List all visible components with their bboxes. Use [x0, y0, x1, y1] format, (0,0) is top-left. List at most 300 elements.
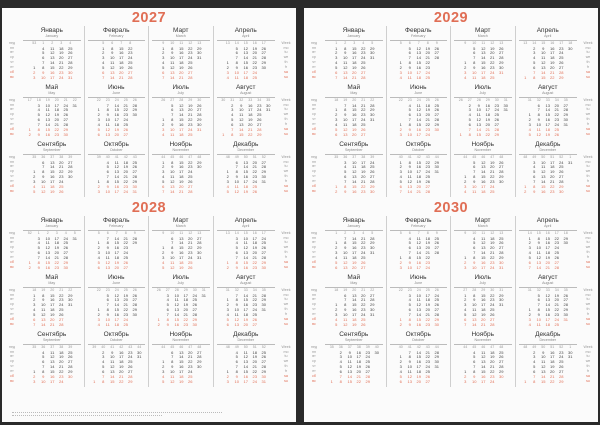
day-cell: 16	[45, 264, 50, 270]
day-cell: 12	[170, 264, 175, 270]
day-cell: 26	[499, 159, 504, 165]
weekday-label: we	[585, 112, 591, 117]
day-cell: 17	[485, 107, 490, 113]
day-cell: 6	[226, 321, 229, 327]
day-cell: 21	[123, 102, 128, 108]
day-cell: 4	[97, 122, 100, 128]
day-cell: 1	[399, 317, 402, 322]
month-june	[387, 83, 452, 140]
day-cell: 3	[339, 354, 342, 360]
day-cell: 4	[533, 164, 536, 170]
day-cell: 10	[41, 74, 46, 80]
month-october	[387, 140, 452, 197]
weekday-label: tu	[284, 50, 288, 55]
week-number: 28	[179, 97, 184, 102]
day-cell: 13	[50, 159, 55, 165]
weekday-label: вт	[312, 240, 316, 245]
day-cell: 16	[114, 184, 119, 189]
weekday-label: пн	[312, 102, 316, 107]
day-cell: 23	[59, 174, 64, 180]
month-name: Март	[172, 27, 189, 34]
day-cell: 5	[399, 374, 402, 379]
day-cell: 20	[188, 349, 193, 355]
day-cell: 31	[72, 102, 77, 108]
day-cell: 17	[545, 122, 550, 128]
day-cell: 27	[563, 102, 568, 108]
day-cell: 31	[197, 255, 202, 261]
weekday-label: пн	[312, 349, 316, 354]
week-number: 48	[523, 344, 528, 349]
month-name: Апрель	[536, 217, 559, 224]
day-cell: 3	[399, 264, 402, 270]
day-cell: 29	[257, 131, 262, 137]
weekday-axis	[580, 83, 596, 140]
day-cell: 21	[361, 102, 366, 108]
day-cell: 1	[464, 174, 467, 180]
day-cell: 7	[42, 60, 45, 66]
day-cell: 22	[123, 240, 128, 246]
day-cell: 14	[541, 374, 546, 379]
week-number: 14	[527, 230, 532, 235]
day-cell: 10	[472, 378, 477, 384]
day-cell: 8	[408, 317, 411, 322]
day-cell: 26	[554, 255, 559, 261]
day-cell: 15	[481, 369, 486, 375]
day-cell: 14	[352, 297, 357, 303]
day-cell: 17	[550, 354, 555, 360]
day-cell: 9	[348, 349, 351, 355]
day-cell: 28	[434, 312, 439, 318]
day-cell: 11	[41, 184, 46, 189]
weekday-label: ср	[10, 302, 14, 307]
day-cell: 22	[54, 127, 59, 132]
day-cell: 28	[128, 74, 133, 80]
weekday-label: сб	[312, 127, 316, 131]
day-cell: 13	[407, 184, 412, 189]
day-cell: 28	[132, 174, 137, 180]
weekday-label: su	[284, 188, 288, 193]
day-cell: 14	[114, 235, 119, 241]
footnote-line	[12, 415, 162, 417]
day-cell: 11	[243, 349, 248, 355]
day-cell: 31	[568, 159, 573, 165]
day-cell: 24	[361, 250, 366, 256]
week-number: 29	[481, 287, 486, 292]
day-cell: 8	[231, 131, 234, 137]
day-cell: 27	[132, 169, 137, 175]
day-cell: 13	[243, 159, 248, 165]
day-cell: 17	[179, 55, 184, 61]
day-cell: 20	[425, 50, 430, 56]
day-cell: 20	[361, 174, 366, 180]
day-cell: 28	[59, 321, 64, 327]
day-cell: 23	[490, 297, 495, 303]
day-cell: 10	[472, 264, 477, 270]
day-cell: 1	[399, 354, 402, 360]
day-cell: 1	[222, 131, 225, 137]
day-cell: 19	[425, 240, 430, 246]
day-cell: 16	[352, 307, 357, 313]
day-cell: 20	[425, 307, 430, 313]
day-cell: 24	[370, 159, 375, 165]
day-cell: 13	[343, 264, 348, 270]
day-cell: 3	[464, 378, 467, 384]
day-cell: 28	[370, 297, 375, 303]
weekday-axis	[580, 330, 596, 387]
day-cell: 23	[123, 245, 128, 251]
day-cell: 23	[361, 245, 366, 251]
weekday-axis	[306, 140, 322, 197]
day-cell: 18	[545, 250, 550, 256]
weekday-label: пт	[312, 369, 316, 374]
month-name-en: December	[539, 338, 557, 342]
day-cell: 14	[239, 127, 244, 132]
day-cell: 28	[434, 349, 439, 355]
day-cell: 8	[235, 60, 238, 66]
day-cell: 22	[248, 131, 253, 137]
day-cell: 25	[365, 359, 370, 365]
day-cell: 6	[335, 131, 338, 137]
day-cell: 3	[235, 235, 238, 241]
day-cell: 6	[162, 184, 165, 189]
day-cell: 7	[344, 179, 347, 185]
day-cell: 25	[59, 184, 64, 189]
day-cell: 27	[361, 70, 366, 75]
day-cell: 7	[537, 107, 540, 113]
day-cell: 9	[42, 297, 45, 303]
month-name: Декабрь	[535, 331, 561, 338]
day-cell: 27	[63, 250, 68, 256]
day-cell: 28	[192, 312, 197, 318]
day-cell: 23	[559, 45, 564, 51]
week-number: 17	[261, 40, 266, 45]
day-cell: 20	[550, 369, 555, 375]
day-cell: 30	[434, 127, 439, 132]
day-cell: 14	[243, 292, 248, 298]
month-name-en: August	[542, 91, 554, 95]
day-cell: 3	[166, 292, 169, 298]
day-cell: 30	[499, 179, 504, 185]
weekday-label: th	[586, 117, 590, 122]
day-cell: 22	[188, 159, 193, 165]
day-cell: 20	[59, 359, 64, 365]
month-name: Ноябрь	[471, 141, 495, 148]
week-number: 39	[370, 154, 375, 159]
week-number: 35	[32, 154, 37, 159]
week-number: 26	[434, 97, 439, 102]
day-cell: 2	[335, 188, 338, 194]
day-cell: 25	[132, 159, 137, 165]
day-cell: 10	[343, 312, 348, 318]
month-name: Сентябрь	[37, 331, 67, 338]
day-cell: 1	[162, 45, 165, 51]
weekday-label: пт	[312, 65, 316, 70]
month-name-en: October	[109, 338, 123, 342]
year-calendar-grid	[310, 26, 593, 196]
month-name: Октябрь	[405, 331, 431, 338]
day-cell: 5	[106, 292, 109, 298]
day-cell: 22	[54, 260, 59, 265]
day-cell: 24	[59, 378, 64, 384]
day-cell: 2	[97, 184, 100, 189]
day-cell: 31	[137, 354, 142, 360]
day-cell: 27	[370, 292, 375, 298]
day-cell: 26	[499, 45, 504, 51]
day-cell: 19	[352, 127, 357, 132]
day-cell: 16	[119, 349, 124, 355]
day-cell: 21	[490, 250, 495, 256]
weekday-label: we	[585, 169, 591, 174]
day-cell: 27	[434, 50, 439, 56]
week-number: 21	[361, 287, 366, 292]
day-cell: 24	[252, 307, 257, 313]
week-number: 16	[550, 40, 555, 45]
day-cell: 29	[197, 45, 202, 51]
week-number: 32	[234, 287, 239, 292]
day-cell: 7	[408, 117, 411, 123]
day-cell: 22	[425, 354, 430, 360]
day-cell: 17	[481, 302, 486, 308]
day-cell: 17	[114, 117, 119, 123]
week-number: 40	[398, 154, 403, 159]
weekday-label: чт	[312, 250, 316, 255]
day-cell: 3	[335, 117, 338, 123]
weekday-label: mo	[585, 349, 591, 354]
day-cell: 26	[257, 117, 262, 123]
weekday-label: сб	[10, 260, 14, 264]
day-cell: 30	[68, 297, 73, 303]
day-cell: 30	[192, 321, 197, 327]
day-cell: 15	[243, 369, 248, 375]
day-cell: 13	[545, 297, 550, 303]
day-cell: 19	[179, 378, 184, 384]
day-cell: 31	[197, 127, 202, 132]
day-cell: 1	[162, 117, 165, 123]
month-august	[516, 273, 581, 330]
day-cell: 2	[33, 297, 36, 303]
day-cell: 16	[416, 321, 421, 327]
day-cell: 13	[347, 369, 352, 375]
day-cell: 9	[171, 364, 174, 370]
day-cell: 7	[473, 169, 476, 175]
weekday-label: tu	[586, 164, 590, 169]
day-cell: 6	[235, 250, 238, 256]
day-cell: 5	[231, 117, 234, 123]
day-cell: 8	[235, 369, 238, 375]
day-cell: 25	[257, 112, 262, 118]
weekday-label: sa	[586, 70, 590, 74]
month-name-en: September	[344, 148, 363, 152]
day-cell: 8	[171, 359, 174, 365]
day-cell: 27	[499, 50, 504, 56]
day-cell: 29	[370, 184, 375, 189]
month-name: Август	[537, 84, 558, 91]
week-number: 12	[188, 230, 193, 235]
weekday-label: пт	[312, 255, 316, 260]
day-cell: 2	[97, 312, 100, 318]
week-number: 14	[532, 40, 537, 45]
day-cell: 23	[490, 179, 495, 185]
weekday-label: fr	[586, 312, 590, 317]
day-cell: 22	[252, 260, 257, 265]
week-number: 9	[435, 230, 438, 235]
day-cell: 30	[374, 349, 379, 355]
day-cell: 7	[339, 374, 342, 379]
day-cell: 2	[464, 179, 467, 185]
day-cell: 1	[464, 292, 467, 298]
weekday-label: сб	[312, 317, 316, 321]
day-cell: 21	[248, 127, 253, 132]
week-number: 33	[545, 287, 550, 292]
month-june	[85, 273, 150, 330]
day-cell: 22	[361, 240, 366, 246]
day-cell: 30	[261, 264, 266, 270]
weekday-axis	[278, 83, 294, 140]
day-cell: 17	[416, 169, 421, 175]
day-cell: 1	[399, 255, 402, 261]
day-cell: 17	[416, 264, 421, 270]
day-cell: 9	[171, 50, 174, 56]
weekday-label: вт	[312, 50, 316, 55]
week-number: 7	[417, 40, 420, 45]
week-number: 12	[490, 230, 495, 235]
day-cell: 15	[50, 292, 55, 298]
day-cell: 9	[542, 349, 545, 355]
day-cell: 29	[197, 159, 202, 165]
day-cell: 22	[188, 245, 193, 251]
day-cell: 18	[243, 312, 248, 318]
weekday-label: нед	[310, 230, 317, 235]
day-cell: 23	[490, 260, 495, 265]
week-number: 35	[329, 344, 334, 349]
day-cell: 18	[123, 159, 128, 165]
day-cell: 24	[559, 50, 564, 56]
day-cell: 5	[528, 131, 531, 137]
week-number: 52	[261, 154, 266, 159]
day-cell: 6	[533, 369, 536, 375]
day-cell: 15	[179, 245, 184, 251]
day-cell: 3	[464, 70, 467, 75]
day-cell: 18	[119, 60, 124, 66]
month-name-en: July	[479, 91, 486, 95]
weekday-label: th	[586, 307, 590, 312]
weekday-label: нед	[310, 97, 317, 102]
day-cell: 15	[541, 184, 546, 189]
week-number: 26	[156, 287, 161, 292]
day-cell: 15	[114, 240, 119, 246]
day-cell: 8	[111, 45, 114, 51]
day-cell: 30	[434, 359, 439, 365]
day-cell: 12	[407, 179, 412, 185]
day-cell: 6	[473, 359, 476, 365]
day-cell: 19	[550, 60, 555, 66]
weekday-label: чт	[10, 174, 14, 179]
day-cell: 17	[114, 250, 119, 256]
day-cell: 23	[425, 359, 430, 365]
day-cell: 27	[123, 131, 128, 137]
day-cell: 20	[481, 317, 486, 322]
weekday-label: fr	[586, 255, 590, 260]
day-cell: 19	[361, 169, 366, 175]
week-number: 35	[334, 154, 339, 159]
day-cell: 25	[554, 250, 559, 256]
month-name-en: April	[242, 224, 250, 228]
day-cell: 2	[528, 117, 531, 123]
week-number: 47	[490, 344, 495, 349]
week-number: 51	[252, 344, 257, 349]
day-cell: 23	[188, 364, 193, 370]
day-cell: 27	[123, 264, 128, 270]
day-cell: 30	[499, 260, 504, 265]
day-cell: 8	[408, 122, 411, 128]
weekday-label: Week	[281, 230, 291, 235]
day-cell: 9	[37, 264, 40, 270]
day-cell: 21	[119, 74, 124, 80]
year-title: 2030	[433, 200, 469, 216]
day-cell: 2	[528, 240, 531, 246]
week-number: 37	[50, 344, 55, 349]
weekday-label: sa	[586, 184, 590, 188]
day-cell: 24	[123, 250, 128, 256]
day-cell: 17	[416, 364, 421, 370]
day-cell: 1	[524, 184, 527, 189]
week-number: 11	[179, 230, 184, 235]
day-cell: 6	[408, 50, 411, 56]
day-cell: 17	[481, 184, 486, 189]
day-cell: 2	[226, 174, 229, 180]
week-number: 22	[96, 287, 101, 292]
day-cell: 23	[188, 122, 193, 128]
day-cell: 6	[106, 169, 109, 175]
day-cell: 18	[490, 235, 495, 241]
day-cell: 27	[261, 250, 266, 256]
weekday-label: нед	[310, 154, 317, 159]
day-cell: 8	[408, 60, 411, 66]
month-name: Март	[474, 217, 491, 224]
day-cell: 6	[102, 369, 105, 375]
day-cell: 3	[464, 184, 467, 189]
day-cell: 11	[407, 74, 412, 80]
weekday-label: чт	[312, 307, 316, 312]
day-cell: 15	[45, 260, 50, 265]
day-cell: 22	[188, 117, 193, 123]
day-cell: 27	[261, 50, 266, 56]
day-cell: 24	[59, 74, 64, 80]
day-cell: 30	[197, 122, 202, 128]
month-name-en: February	[411, 34, 426, 38]
day-cell: 26	[361, 260, 366, 265]
day-cell: 13	[243, 359, 248, 365]
week-number: 44	[137, 344, 142, 349]
day-cell: 17	[356, 354, 361, 360]
day-cell: 6	[533, 174, 536, 180]
day-cell: 25	[123, 321, 128, 327]
weekday-label: пт	[10, 255, 14, 260]
day-cell: 1	[102, 45, 105, 51]
week-number: 25	[425, 97, 430, 102]
week-number: 6	[408, 40, 411, 45]
weekday-axis	[4, 216, 20, 273]
day-cell: 13	[114, 169, 119, 175]
day-cell: 14	[352, 235, 357, 241]
month-december	[214, 330, 279, 387]
day-cell: 29	[261, 60, 266, 66]
month-name: Август	[537, 274, 558, 281]
day-cell: 24	[188, 127, 193, 132]
day-cell: 17	[243, 307, 248, 313]
day-cell: 29	[563, 307, 568, 313]
month-march	[149, 216, 214, 273]
